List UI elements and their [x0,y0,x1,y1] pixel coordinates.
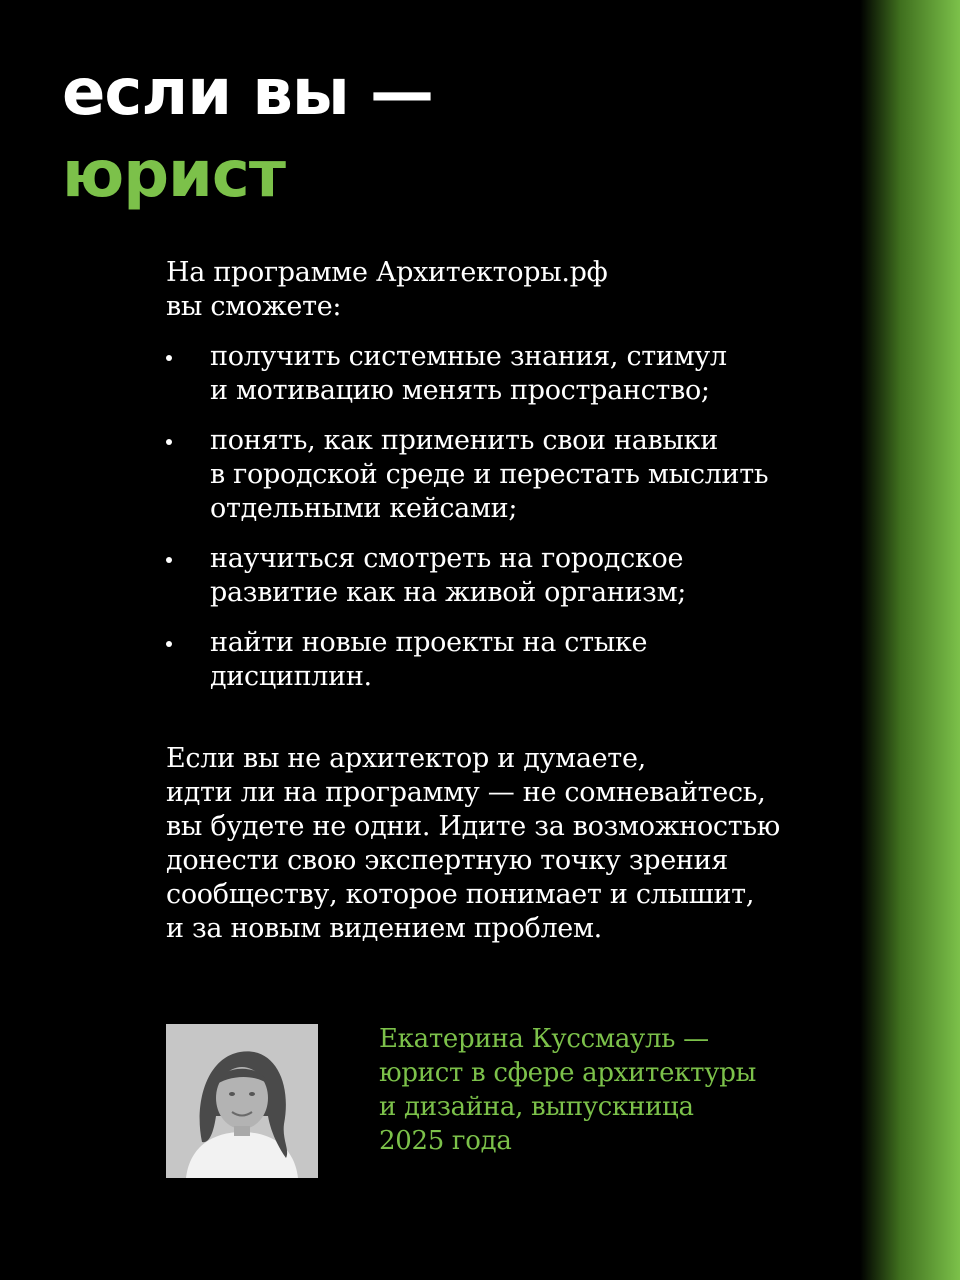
list-item-line: получить системные знания, стимул [210,341,727,372]
list-item-line: развитие как на живой организм; [210,577,687,608]
list-item [166,424,846,526]
headline-line-1: если вы — [62,56,433,130]
bullet-icon [166,557,172,563]
paragraph-line: сообществу, которое понимает и слышит, [166,879,755,910]
paragraph-line: вы будете не одни. Идите за возможностью [166,811,780,842]
bullet-icon [166,355,172,361]
list-item-line: понять, как применить свои навыки [210,425,718,456]
bullet-icon [166,641,172,647]
list-item [166,340,846,408]
list-item-line: отдельными кейсами; [210,493,518,524]
paragraph-line: Если вы не архитектор и думаете, [166,743,646,774]
paragraph-line: и за новым видением проблем. [166,913,602,944]
paragraph-line: идти ли на программу — не сомневайтесь, [166,777,766,808]
intro-text [166,256,846,324]
bullet-icon [166,439,172,445]
paragraph-line: донести свою экспертную точку зрения [166,845,729,876]
caption-line: и дизайна, выпускница [379,1092,694,1122]
benefits-list [166,340,846,710]
list-item-line: научиться смотреть на городское [210,543,684,574]
intro-line: вы сможете: [166,291,342,322]
headline [62,52,433,216]
portrait-photo [166,1024,318,1178]
list-item-line: найти новые проекты на стыке [210,627,648,658]
list-item [166,626,846,694]
list-item-line: дисциплин. [210,661,372,692]
author-caption [379,1022,839,1158]
caption-line: Екатерина Куссмауль — [379,1024,709,1054]
intro-line: На программе Архитекторы.рф [166,257,608,288]
list-item-line: и мотивацию менять пространство; [210,375,710,406]
headline-line-2: юрист [62,138,285,212]
caption-line: 2025 года [379,1126,512,1156]
list-item-line: в городской среде и перестать мыслить [210,459,769,490]
closing-paragraph [166,742,846,946]
green-gradient-edge [860,0,960,1280]
caption-line: юрист в сфере архитектуры [379,1058,756,1088]
list-item [166,542,846,610]
